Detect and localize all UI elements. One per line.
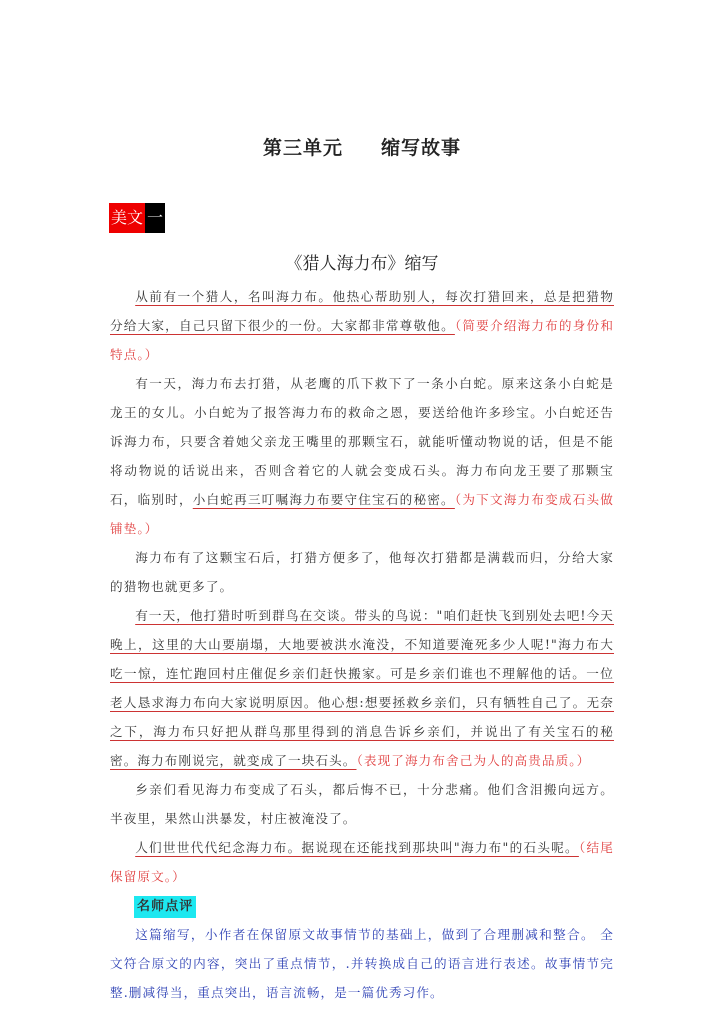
paragraph-4 xyxy=(110,601,614,775)
paragraph-2 xyxy=(110,369,614,543)
section-tag-red: 美文 xyxy=(109,203,145,233)
annotation: （表现了海力布舍己为人的高贵品质。） xyxy=(356,753,591,768)
plain-text: 有一天，海力布去打猎，从老鹰的爪下救下了一条小白蛇。原来这条小白蛇是龙王的女儿。小白蛇为了报答海力布的救命之恩，要送给他许多珍宝。小白蛇还告诉海力布，只要含着她父亲龙王嘴里的那颗宝石，就能听懂动物说的话，但是不能将动物说的话说出来，否则含着它的人就会变成石头。海力布向龙王要了那颗宝石，临别时， xyxy=(110,376,614,507)
underlined-text: 人们世世代代纪念海力布。据说现在还能找到那块叫"海力布"的石头呢。 xyxy=(135,840,579,855)
section-tag xyxy=(109,203,165,233)
annotation: （简要介绍海力布的身份和特点。） xyxy=(110,318,615,362)
annotation: （为下文海力布变成石头做铺垫。） xyxy=(110,492,614,536)
article-body xyxy=(110,282,614,1007)
paragraph-1 xyxy=(110,282,614,369)
article-title: 《猎人海力布》缩写 xyxy=(285,254,439,274)
paragraph-3 xyxy=(110,543,614,601)
paragraph-6 xyxy=(110,833,614,891)
plain-text: 海力布有了这颗宝石后，打猎方便多了，他每次打猎都是满载而归，分给大家的猎物也就更多了。 xyxy=(110,550,614,594)
page-title xyxy=(0,133,724,160)
unit-label: 第三单元 xyxy=(262,137,343,159)
paragraph-5 xyxy=(110,775,614,833)
underlined-text: 有一天，他打猎时听到群鸟在交谈。带头的鸟说："咱们赶快飞到别处去吧!今天晚上，这里的大山要崩塌，大地要被洪水淹没，不知道要淹死多少人呢!"海力布大吃一惊，连忙跑回村庄催促乡亲们赶快搬家。可是乡亲们谁也不理解他的话。一位老人恳求海力布向大家说明原因。他心想:想要拯救乡亲们，只有牺牲自己了。无奈之下，海力布只好把从群鸟那里得到的消息告诉乡亲们，并说出了有关宝石的秘密。海力布刚说完，就变成了一块石头。 xyxy=(110,608,614,768)
section-tag-number: 一 xyxy=(145,203,165,233)
underlined-text: 从前有一个猎人，名叫海力布。他热心帮助别人，每次打猎回来，总是把猎物分给大家，自己只留下很少的一份。大家都非常尊敬他。 xyxy=(110,289,614,333)
topic-label: 缩写故事 xyxy=(381,137,462,159)
review-text: 这篇缩写，小作者在保留原文故事情节的基础上，做到了合理删减和整合。 全文符合原文的内容，突出了重点情节，.并转换成自己的语言进行表述。故事情节完整.删减得当，重点突出，语言流畅，是一篇优秀习作。 xyxy=(110,927,614,1000)
annotation: （结尾保留原文。） xyxy=(110,840,614,884)
underlined-text: 小白蛇再三叮嘱海力布要守住宝石的秘密。 xyxy=(192,492,455,507)
plain-text: 乡亲们看见海力布变成了石头，都后悔不已，十分悲痛。他们含泪搬向远方。半夜里，果然山洪暴发，村庄被淹没了。 xyxy=(110,782,614,826)
review-label: 名师点评 xyxy=(134,896,196,918)
